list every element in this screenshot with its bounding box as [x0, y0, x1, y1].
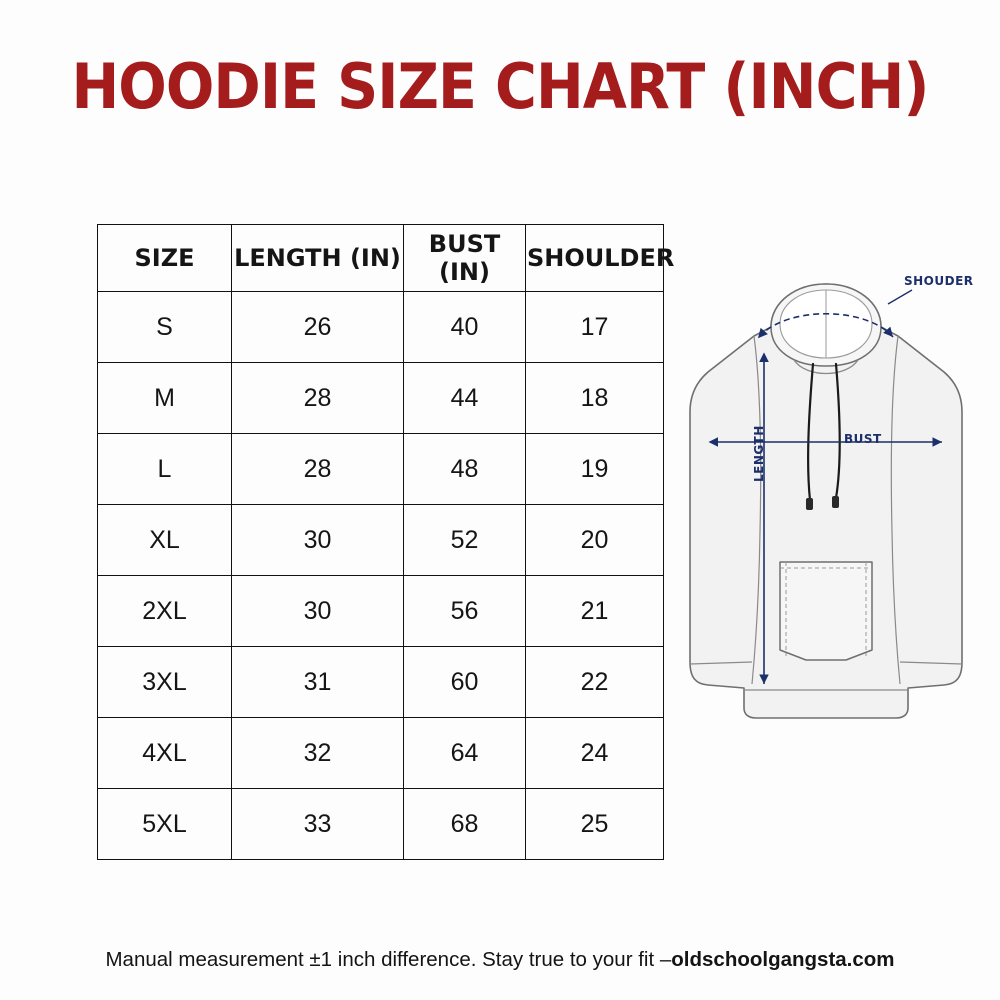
cell-shoulder: 25 — [526, 789, 664, 860]
cell-shoulder: 17 — [526, 292, 664, 363]
cell-bust: 64 — [404, 718, 526, 789]
cell-size: L — [98, 434, 232, 505]
cell-length: 31 — [232, 647, 404, 718]
cell-bust: 68 — [404, 789, 526, 860]
cell-shoulder: 20 — [526, 505, 664, 576]
table-header-row — [98, 225, 664, 292]
footer-note — [0, 948, 1000, 972]
table-row — [98, 576, 664, 647]
table-row — [98, 718, 664, 789]
cell-bust: 52 — [404, 505, 526, 576]
cell-size: 5XL — [98, 789, 232, 860]
cell-shoulder: 21 — [526, 576, 664, 647]
cell-length: 28 — [232, 434, 404, 505]
cell-shoulder: 19 — [526, 434, 664, 505]
cell-length: 33 — [232, 789, 404, 860]
cell-size: S — [98, 292, 232, 363]
size-table — [97, 224, 675, 860]
cell-length: 26 — [232, 292, 404, 363]
table-row — [98, 789, 664, 860]
brand-name: oldschoolgangsta.com — [671, 948, 895, 971]
cell-length: 30 — [232, 576, 404, 647]
cell-shoulder: 22 — [526, 647, 664, 718]
hoodie-diagram-svg — [676, 232, 976, 732]
cell-size: M — [98, 363, 232, 434]
cell-length: 28 — [232, 363, 404, 434]
table-row — [98, 363, 664, 434]
cell-bust: 44 — [404, 363, 526, 434]
cell-shoulder: 24 — [526, 718, 664, 789]
table-row — [98, 292, 664, 363]
table-row — [98, 647, 664, 718]
length-dimension-label: LENGTH — [752, 425, 766, 482]
bust-dimension-label: BUST — [844, 432, 882, 446]
cell-size: 2XL — [98, 576, 232, 647]
column-header-shoulder: SHOULDER — [526, 225, 664, 292]
cell-size: 3XL — [98, 647, 232, 718]
cell-bust: 48 — [404, 434, 526, 505]
table-row — [98, 505, 664, 576]
shoulder-dimension-label: SHOUDER — [904, 274, 974, 288]
footer-text: Manual measurement ±1 inch difference. Stay true to your fit – — [105, 948, 672, 971]
column-header-bust: BUST (IN) — [404, 225, 526, 292]
size-table-container — [97, 224, 675, 860]
page-title: HOODIE SIZE CHART (INCH) — [71, 50, 929, 123]
cell-size: XL — [98, 505, 232, 576]
cell-length: 30 — [232, 505, 404, 576]
cell-length: 32 — [232, 718, 404, 789]
table-row — [98, 434, 664, 505]
cell-bust: 40 — [404, 292, 526, 363]
hoodie-illustration — [676, 232, 976, 732]
cell-bust: 56 — [404, 576, 526, 647]
cell-shoulder: 18 — [526, 363, 664, 434]
column-header-length: LENGTH (IN) — [232, 225, 404, 292]
cell-bust: 60 — [404, 647, 526, 718]
column-header-size: SIZE — [98, 225, 232, 292]
cell-size: 4XL — [98, 718, 232, 789]
